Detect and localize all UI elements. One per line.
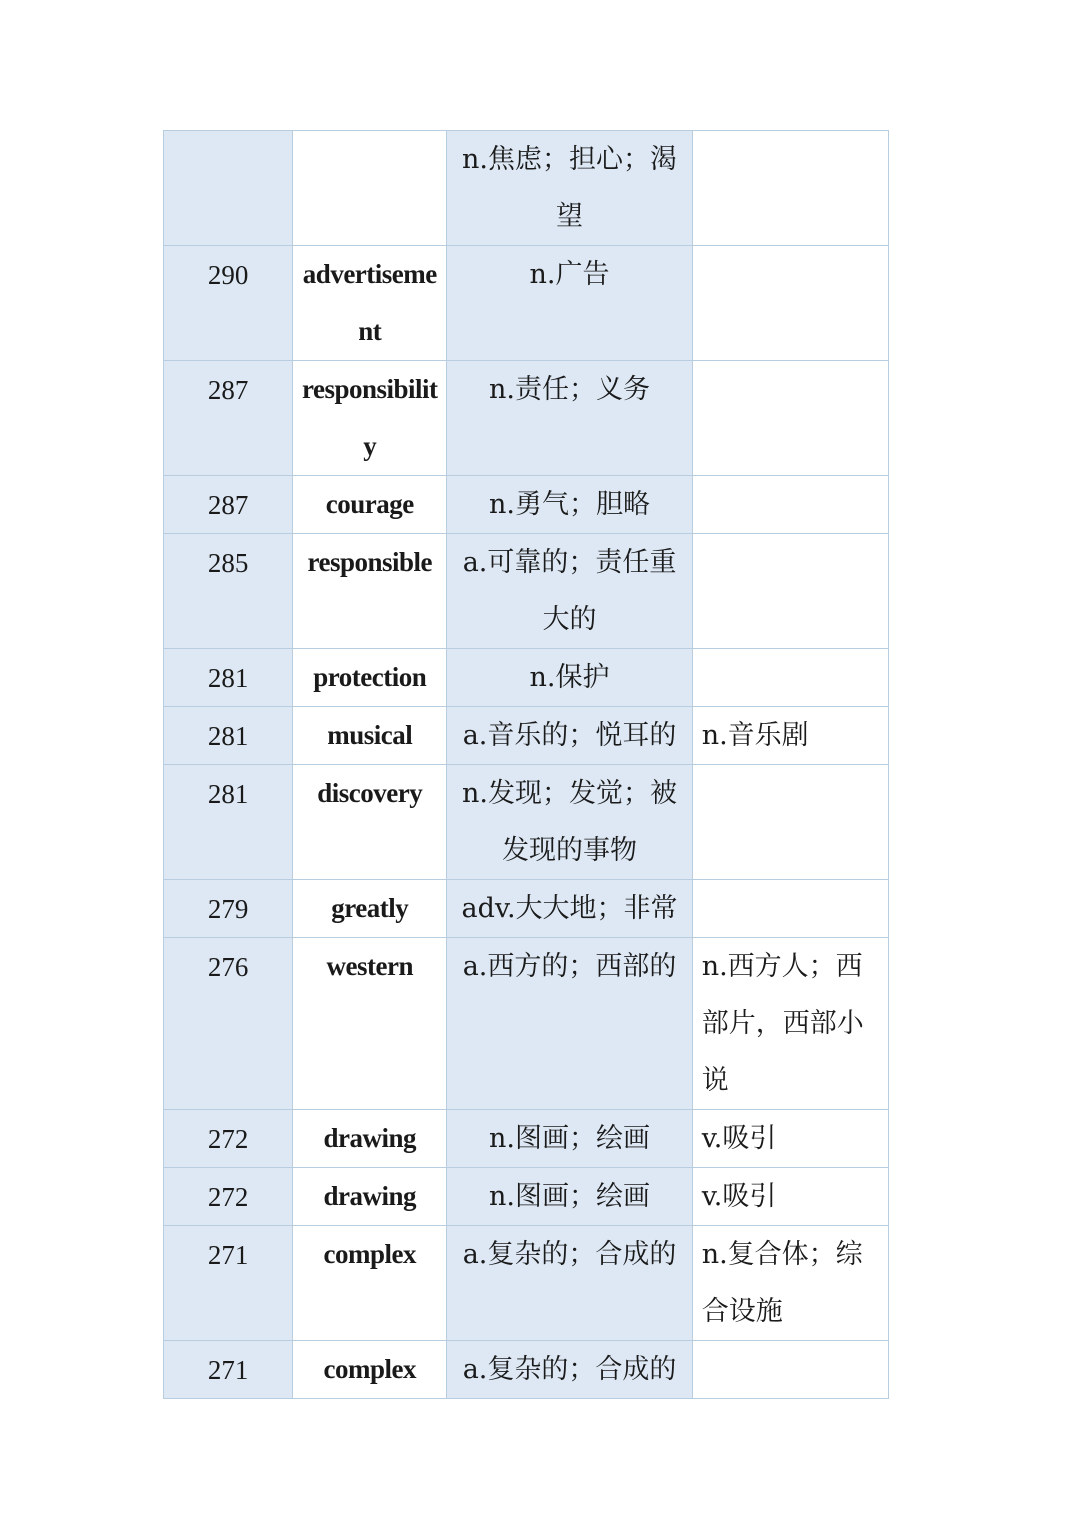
frequency-cell: 287 <box>164 476 293 534</box>
table-row <box>164 361 889 476</box>
word-cell <box>293 131 447 246</box>
other-meaning-cell: n.西方人；西部片，西部小说 <box>692 938 888 1110</box>
other-meaning-cell <box>692 1341 888 1399</box>
frequency-cell: 281 <box>164 649 293 707</box>
frequency-cell: 271 <box>164 1341 293 1399</box>
frequency-cell: 272 <box>164 1168 293 1226</box>
word-cell: responsible <box>293 534 447 649</box>
other-meaning-cell: n.复合体；综合设施 <box>692 1226 888 1341</box>
frequency-cell: 281 <box>164 765 293 880</box>
word-cell: responsibility <box>293 361 447 476</box>
frequency-cell: 285 <box>164 534 293 649</box>
table-row <box>164 1226 889 1341</box>
other-meaning-cell <box>692 649 888 707</box>
table-row <box>164 1110 889 1168</box>
other-meaning-cell <box>692 476 888 534</box>
table-row <box>164 938 889 1110</box>
other-meaning-cell <box>692 361 888 476</box>
vocabulary-table-body <box>164 131 889 1399</box>
meaning-cell: n.图画；绘画 <box>447 1110 692 1168</box>
table-row <box>164 765 889 880</box>
word-cell: courage <box>293 476 447 534</box>
table-row <box>164 534 889 649</box>
table-row <box>164 246 889 361</box>
meaning-cell: n.广告 <box>447 246 692 361</box>
word-cell: greatly <box>293 880 447 938</box>
vocabulary-table <box>163 130 889 1399</box>
meaning-cell: n.保护 <box>447 649 692 707</box>
table-row <box>164 707 889 765</box>
frequency-cell: 287 <box>164 361 293 476</box>
table-row <box>164 880 889 938</box>
word-cell: protection <box>293 649 447 707</box>
table-row <box>164 131 889 246</box>
other-meaning-cell: v.吸引 <box>692 1110 888 1168</box>
word-cell: drawing <box>293 1168 447 1226</box>
meaning-cell: a.西方的；西部的 <box>447 938 692 1110</box>
meaning-cell: n.图画；绘画 <box>447 1168 692 1226</box>
word-cell: discovery <box>293 765 447 880</box>
meaning-cell: a.复杂的；合成的 <box>447 1226 692 1341</box>
other-meaning-cell <box>692 765 888 880</box>
frequency-cell <box>164 131 293 246</box>
frequency-cell: 276 <box>164 938 293 1110</box>
meaning-cell: n.责任；义务 <box>447 361 692 476</box>
other-meaning-cell: v.吸引 <box>692 1168 888 1226</box>
other-meaning-cell <box>692 880 888 938</box>
word-cell: complex <box>293 1226 447 1341</box>
word-cell: complex <box>293 1341 447 1399</box>
word-cell: western <box>293 938 447 1110</box>
meaning-cell: adv.大大地；非常 <box>447 880 692 938</box>
other-meaning-cell <box>692 131 888 246</box>
meaning-cell: n.勇气；胆略 <box>447 476 692 534</box>
table-row <box>164 1341 889 1399</box>
meaning-cell: a.可靠的；责任重大的 <box>447 534 692 649</box>
word-cell: drawing <box>293 1110 447 1168</box>
frequency-cell: 271 <box>164 1226 293 1341</box>
other-meaning-cell: n.音乐剧 <box>692 707 888 765</box>
frequency-cell: 272 <box>164 1110 293 1168</box>
frequency-cell: 281 <box>164 707 293 765</box>
word-cell: advertisement <box>293 246 447 361</box>
table-row <box>164 1168 889 1226</box>
frequency-cell: 290 <box>164 246 293 361</box>
other-meaning-cell <box>692 534 888 649</box>
word-cell: musical <box>293 707 447 765</box>
meaning-cell: n.焦虑；担心；渴望 <box>447 131 692 246</box>
frequency-cell: 279 <box>164 880 293 938</box>
table-row <box>164 649 889 707</box>
table-row <box>164 476 889 534</box>
meaning-cell: n.发现；发觉；被发现的事物 <box>447 765 692 880</box>
meaning-cell: a.音乐的；悦耳的 <box>447 707 692 765</box>
other-meaning-cell <box>692 246 888 361</box>
meaning-cell: a.复杂的；合成的 <box>447 1341 692 1399</box>
